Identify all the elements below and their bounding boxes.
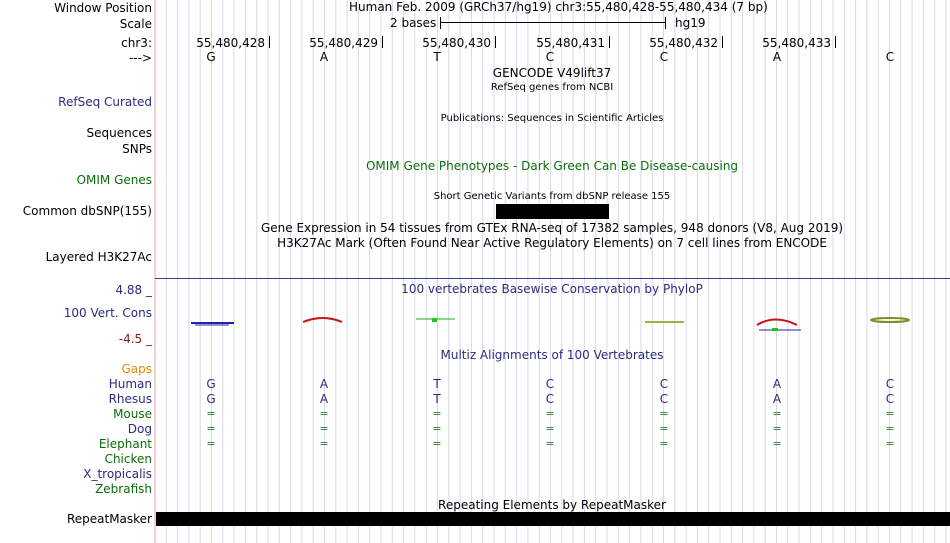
phylop-max-value: 4.88 _ [115,283,152,297]
omim-genes-label[interactable]: OMIM Genes [76,173,152,187]
alignment-base: G [206,392,216,406]
alignment-base: = [319,407,329,420]
dbsnp-variant-block[interactable] [496,204,609,219]
alignment-base: = [659,407,669,420]
sequence-base: T [433,50,441,64]
phylop-conservation-plot[interactable] [155,300,950,340]
ruler-tick-label: 55,480,432 [649,36,718,50]
ruler-tick-label: 55,480,429 [309,36,378,50]
species-label-rhesus[interactable]: Rhesus [108,392,152,406]
alignment-base: = [885,422,895,435]
phylop-mark-g [191,323,234,325]
ruler-tick-mark [495,36,496,48]
snps-label[interactable]: SNPs [122,142,152,156]
alignment-base: C [545,392,555,406]
alignment-base: C [545,377,555,391]
phylop-track-label[interactable]: 100 Vert. Cons [63,306,152,320]
gaps-label[interactable]: Gaps [121,362,152,376]
sequence-base: C [545,50,555,64]
gtex-track-title[interactable]: Gene Expression in 54 tissues from GTEx RNA-seq of 17382 samples, 948 donors (V8, Aug 2019) [260,221,844,235]
alignment-base: = [432,437,442,450]
gencode-track-title[interactable]: GENCODE V49lift37 [492,66,612,80]
alignment-base: = [545,407,555,420]
repeatmasker-block[interactable] [156,512,950,526]
alignment-base: C [659,377,669,391]
alignment-base: A [319,377,329,391]
multiz-track-title[interactable]: Multiz Alignments of 100 Vertebrates [440,348,664,362]
refseq-track-subtitle: RefSeq genes from NCBI [490,82,614,93]
ruler-tick-label: 55,480,431 [536,36,605,50]
ruler-tick-label: 55,480,433 [762,36,831,50]
sequence-base: C [885,50,895,64]
alignment-base: T [433,377,441,391]
alignment-base: C [885,392,895,406]
alignment-base: = [659,422,669,435]
alignment-base: = [885,407,895,420]
alignment-base: A [772,392,782,406]
scale-bar [440,17,666,29]
scale-right-text: hg19 [675,16,706,30]
alignment-base: = [319,422,329,435]
alignment-base: T [433,392,441,406]
phylop-mark-a2 [757,320,801,332]
species-label-elephant[interactable]: Elephant [98,437,152,451]
alignment-base: = [319,437,329,450]
sequence-base: C [659,50,669,64]
species-label-chicken[interactable]: Chicken [104,452,152,466]
ruler-tick-mark [609,36,610,48]
publications-track-title[interactable]: Publications: Sequences in Scientific Articles [440,113,664,124]
alignment-base: = [885,437,895,450]
scale-label: Scale [119,17,152,31]
window-position-label: Window Position [54,1,152,15]
h3k27ac-track-title[interactable]: H3K27Ac Mark (Often Found Near Active Regulatory Elements) on 7 cell lines from ENCODE [277,236,827,250]
sequence-base: G [206,50,216,64]
repeatmasker-label[interactable]: RepeatMasker [66,512,152,526]
ruler-tick-label: 55,480,430 [422,36,491,50]
alignment-base: G [206,377,216,391]
alignment-base: = [545,437,555,450]
alignment-base: = [545,422,555,435]
track-divider [155,278,950,279]
ruler-tick-mark [269,36,270,48]
species-label-zebrafish[interactable]: Zebrafish [95,482,152,496]
alignment-base: A [319,392,329,406]
ruler-tick-mark [382,36,383,48]
alignment-base: = [206,422,216,435]
phylop-track-title[interactable]: 100 vertebrates Basewise Conservation by PhyloP [401,282,703,296]
repeatmasker-track-title[interactable]: Repeating Elements by RepeatMasker [438,498,666,512]
alignment-base: = [772,422,782,435]
chr-label: chr3: [121,36,152,50]
alignment-base: = [772,437,782,450]
species-label-mouse[interactable]: Mouse [113,407,152,421]
common-dbsnp-label[interactable]: Common dbSNP(155) [22,204,152,218]
sequence-base: A [772,50,782,64]
phylop-mark-c2 [871,318,909,322]
species-label-dog[interactable]: Dog [127,422,152,436]
phylop-min-value: -4.5 _ [118,332,152,346]
ruler-tick-mark [722,36,723,48]
window-position-value: Human Feb. 2009 (GRCh37/hg19) chr3:55,480,428-55,480,434 (7 bp) [349,0,768,14]
species-label-x-tropicalis[interactable]: X_tropicalis [83,467,152,481]
omim-track-title[interactable]: OMIM Gene Phenotypes - Dark Green Can Be Disease-causing [365,159,739,173]
sequence-base: A [319,50,329,64]
alignment-base: = [432,422,442,435]
alignment-base: = [206,437,216,450]
phylop-mark-t [416,318,455,322]
alignment-base: A [772,377,782,391]
sequences-label[interactable]: Sequences [86,126,152,140]
dbsnp-track-title[interactable]: Short Genetic Variants from dbSNP release 155 [433,191,671,202]
ruler-tick-mark [835,36,836,48]
scale-left-text: 2 bases [390,16,437,30]
refseq-curated-label[interactable]: RefSeq Curated [58,95,152,109]
alignment-base: C [659,392,669,406]
layered-h3k27ac-label[interactable]: Layered H3K27Ac [45,250,152,264]
ruler-tick-label: 55,480,428 [196,36,265,50]
alignment-base: = [432,407,442,420]
alignment-base: = [206,407,216,420]
species-label-human[interactable]: Human [108,377,152,391]
strand-label: ---> [128,51,152,65]
phylop-mark-a [303,318,342,322]
alignment-base: C [885,377,895,391]
alignment-base: = [772,407,782,420]
alignment-base: = [659,437,669,450]
